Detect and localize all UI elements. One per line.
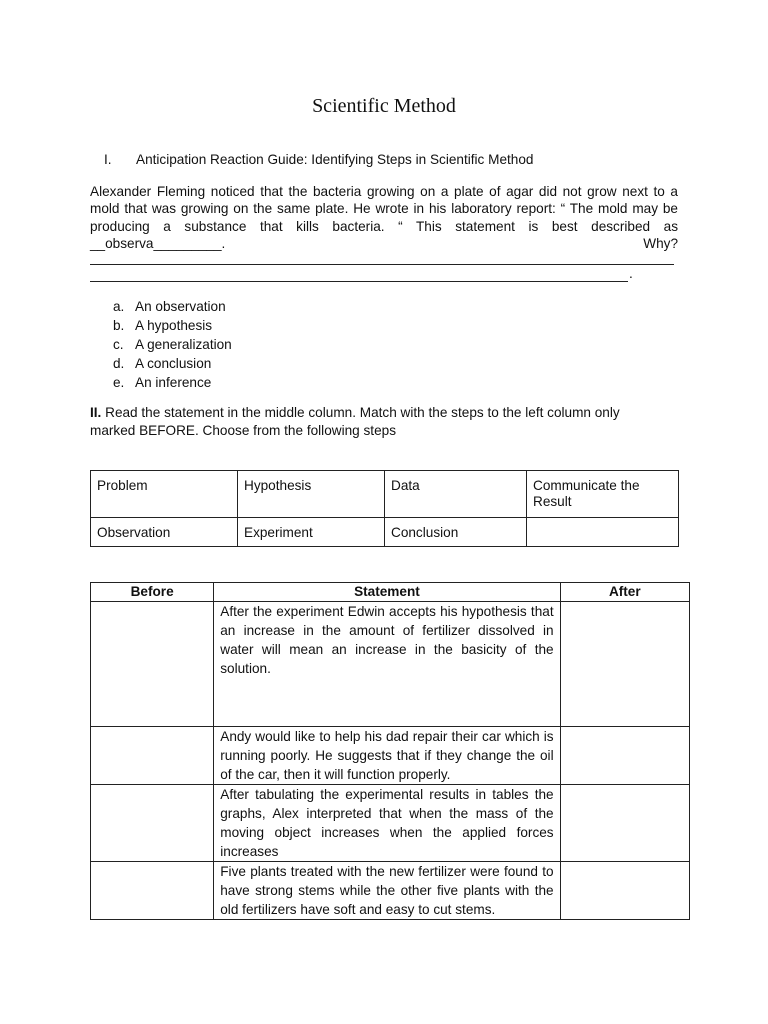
step-cell: Communicate the Result bbox=[527, 471, 679, 518]
blank-end-mark: . bbox=[629, 266, 633, 281]
choice-item[interactable] bbox=[113, 373, 232, 392]
statement-header: Statement bbox=[214, 583, 560, 602]
choice-text: An observation bbox=[135, 299, 226, 314]
choice-letter: c. bbox=[113, 337, 124, 352]
choice-text: An inference bbox=[135, 375, 212, 390]
steps-row bbox=[91, 471, 679, 518]
table-row bbox=[91, 602, 690, 727]
statement-cell: Five plants treated with the new fertilizer were found to have strong stems while the other five plants with the old fertilizers have soft and easy to cut stems. bbox=[214, 862, 560, 920]
after-cell[interactable] bbox=[560, 862, 689, 920]
step-cell: Conclusion bbox=[385, 518, 527, 547]
after-cell[interactable] bbox=[560, 602, 689, 727]
steps-table bbox=[90, 470, 679, 547]
statement-cell: Andy would like to help his dad repair their car which is running poorly. He suggests that if they change the oil of the car, then it will function properly. bbox=[214, 727, 560, 785]
before-cell[interactable] bbox=[91, 602, 214, 727]
before-cell[interactable] bbox=[91, 727, 214, 785]
statement-table bbox=[90, 582, 690, 920]
step-cell: Experiment bbox=[238, 518, 385, 547]
why-answer-line-1[interactable] bbox=[90, 264, 674, 265]
before-cell[interactable] bbox=[91, 862, 214, 920]
table-row bbox=[91, 727, 690, 785]
statement-cell: After tabulating the experimental results in tables the graphs, Alex interpreted that when the mass of the moving object increases when the applied forces increases bbox=[214, 785, 560, 862]
choice-item[interactable] bbox=[113, 335, 232, 354]
table-row bbox=[91, 862, 690, 920]
step-cell: Observation bbox=[91, 518, 238, 547]
question-paragraph bbox=[90, 183, 678, 252]
section-one-heading bbox=[104, 151, 533, 169]
paragraph-line: producing a substance that kills bacteria. “ This statement is best described as bbox=[90, 218, 678, 234]
why-answer-line-2[interactable] bbox=[90, 281, 628, 282]
section-one-number: I. bbox=[104, 152, 112, 167]
step-cell: Data bbox=[385, 471, 527, 518]
section-two-number: II. bbox=[90, 405, 102, 420]
answer-blank[interactable]: __observa_________. bbox=[90, 235, 226, 251]
after-cell[interactable] bbox=[560, 727, 689, 785]
paragraph-line: Alexander Fleming noticed that the bacteria growing on a plate of agar did not grow next to a bbox=[90, 184, 678, 199]
before-header: Before bbox=[91, 583, 214, 602]
section-two-instructions bbox=[90, 404, 650, 440]
step-cell bbox=[527, 518, 679, 547]
step-cell: Problem bbox=[91, 471, 238, 518]
choice-letter: a. bbox=[113, 299, 125, 314]
why-label: Why? bbox=[643, 235, 678, 251]
choice-letter: b. bbox=[113, 318, 125, 333]
section-two-text: Read the statement in the middle column. Match with the steps to the left column only marked BEFORE. Choose from the following steps bbox=[90, 405, 620, 438]
section-one-title: Anticipation Reaction Guide: Identifying Steps in Scientific Method bbox=[136, 152, 534, 167]
table-row bbox=[91, 785, 690, 862]
after-cell[interactable] bbox=[560, 785, 689, 862]
choice-letter: d. bbox=[113, 356, 125, 371]
statement-table-header bbox=[91, 583, 690, 602]
statement-cell: After the experiment Edwin accepts his hypothesis that an increase in the amount of fertilizer dissolved in water will mean an increase in the basicity of the solution. bbox=[214, 602, 560, 727]
choice-item[interactable] bbox=[113, 316, 232, 335]
answer-line bbox=[90, 235, 678, 252]
step-cell: Hypothesis bbox=[238, 471, 385, 518]
choice-text: A hypothesis bbox=[135, 318, 213, 333]
choice-text: A generalization bbox=[135, 337, 232, 352]
choice-text: A conclusion bbox=[135, 356, 212, 371]
steps-row bbox=[91, 518, 679, 547]
before-cell[interactable] bbox=[91, 785, 214, 862]
choice-item[interactable] bbox=[113, 297, 232, 316]
choice-list bbox=[113, 297, 232, 392]
page-title: Scientific Method bbox=[312, 95, 456, 117]
choice-letter: e. bbox=[113, 375, 125, 390]
paragraph-line: mold that was growing on the same plate. He wrote in his laboratory report: “ The mold may be bbox=[90, 201, 678, 217]
after-header: After bbox=[560, 583, 689, 602]
choice-item[interactable] bbox=[113, 354, 232, 373]
